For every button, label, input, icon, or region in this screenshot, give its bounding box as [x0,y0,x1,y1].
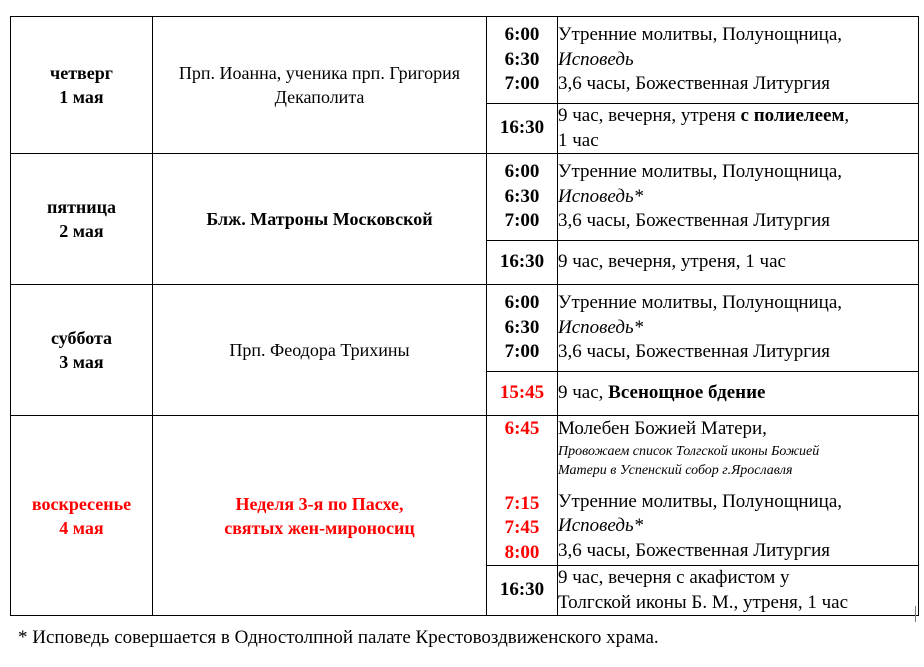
service-line: 9 час, вечерня, утреня, 1 час [558,251,786,273]
cell-end-marker [915,606,916,622]
time: 16:30 [499,117,545,139]
time: 16:30 [499,579,545,601]
time: 7:15 [504,492,540,514]
weekday: суббота [50,328,113,348]
time-cell [487,285,558,372]
service-line: 1 час [558,129,599,151]
date: 2 мая [59,221,104,241]
service-cell [558,154,919,241]
weekday: воскресенье [31,493,132,514]
service-line: 3,6 часы, Божественная Литургия [558,73,831,95]
date: 4 мая [59,517,104,538]
date: 1 мая [59,87,104,107]
service-line [558,381,918,406]
service-cell [558,372,919,416]
weekday: четверг [50,63,113,83]
service-line: 9 час, вечерня с акафистом у [558,567,790,588]
service-line: Утренние молитвы, Полунощница, [558,24,843,46]
service-line: Исповедь* [558,515,644,536]
time: 6:30 [504,316,540,338]
time: 15:45 [499,382,545,404]
saint-cell [153,285,487,416]
service-note: Матери в Успенский собор г.Ярославля [558,462,793,478]
time-cell [487,416,558,566]
service-cell [558,241,919,285]
service-text: 9 час, [558,382,609,404]
day-cell [11,17,153,154]
service-note: Провожаем список Толгской иконы Божией [558,443,820,459]
spacer [558,480,918,490]
service-line: Толгской иконы Б. М., утреня, 1 час [558,591,849,613]
saint-name: Прп. Иоанна, ученика прп. Григория Декаполита [178,63,461,107]
spacer [487,442,557,492]
saint-name: Блж. Матроны Московской [206,209,433,229]
service-cell [558,566,919,616]
footnote: * Исповедь совершается в Одностолпной палате Крестовоздвиженского храма. [18,627,659,648]
saint-cell [153,416,487,616]
day-row-thursday [11,17,919,104]
time-cell [487,17,558,104]
time: 16:30 [499,251,545,273]
service-line: Исповедь* [558,185,644,207]
service-text: 9 час, вечерня, утреня [558,105,741,126]
service-line: Утренние молитвы, Полунощница, [558,161,843,183]
service-line [558,104,918,129]
time: 6:00 [504,292,540,314]
saint-cell [153,17,487,154]
service-line: Исповедь* [558,316,644,338]
time: 6:30 [504,48,540,70]
service-line: Утренние молитвы, Полунощница, [558,292,843,314]
time-cell [487,104,558,154]
time: 6:30 [504,185,540,207]
service-line: 3,6 часы, Божественная Литургия [558,210,831,232]
weekday: пятница [46,197,117,217]
time-cell [487,154,558,241]
time: 8:00 [504,541,540,563]
time: 7:00 [504,341,540,363]
date: 3 мая [59,352,104,372]
service-text-bold: с полиелеем [740,105,845,126]
saint-name: Неделя 3-я по Пасхе, [235,493,404,514]
service-line: Утренние молитвы, Полунощница, [558,490,843,512]
service-cell [558,104,919,154]
day-cell [11,154,153,285]
time: 7:00 [504,73,540,95]
service-line: 3,6 часы, Божественная Литургия [558,341,831,363]
service-cell [558,416,919,566]
time: 6:45 [504,418,540,439]
service-text: , [844,105,850,126]
time: 6:00 [504,24,540,46]
time: 7:00 [504,210,540,232]
time: 6:00 [504,161,540,183]
service-line: Молебен Божией Матери, [558,418,767,439]
service-line: Исповедь [558,48,634,70]
service-text-bold: Всенощное бдение [608,382,766,404]
time: 7:45 [504,517,540,538]
service-line: 3,6 часы, Божественная Литургия [558,539,831,561]
service-cell [558,17,919,104]
saint-name: святых жен-мироносиц [224,517,415,538]
time-cell [487,241,558,285]
saint-name: Прп. Феодора Трихины [229,340,410,360]
day-row-saturday [11,285,919,372]
service-cell [558,285,919,372]
time-cell [487,372,558,416]
time-cell [487,566,558,616]
schedule-table [10,16,919,616]
day-row-friday [11,154,919,241]
day-cell [11,285,153,416]
saint-cell [153,154,487,285]
day-row-sunday [11,416,919,566]
day-cell [11,416,153,616]
